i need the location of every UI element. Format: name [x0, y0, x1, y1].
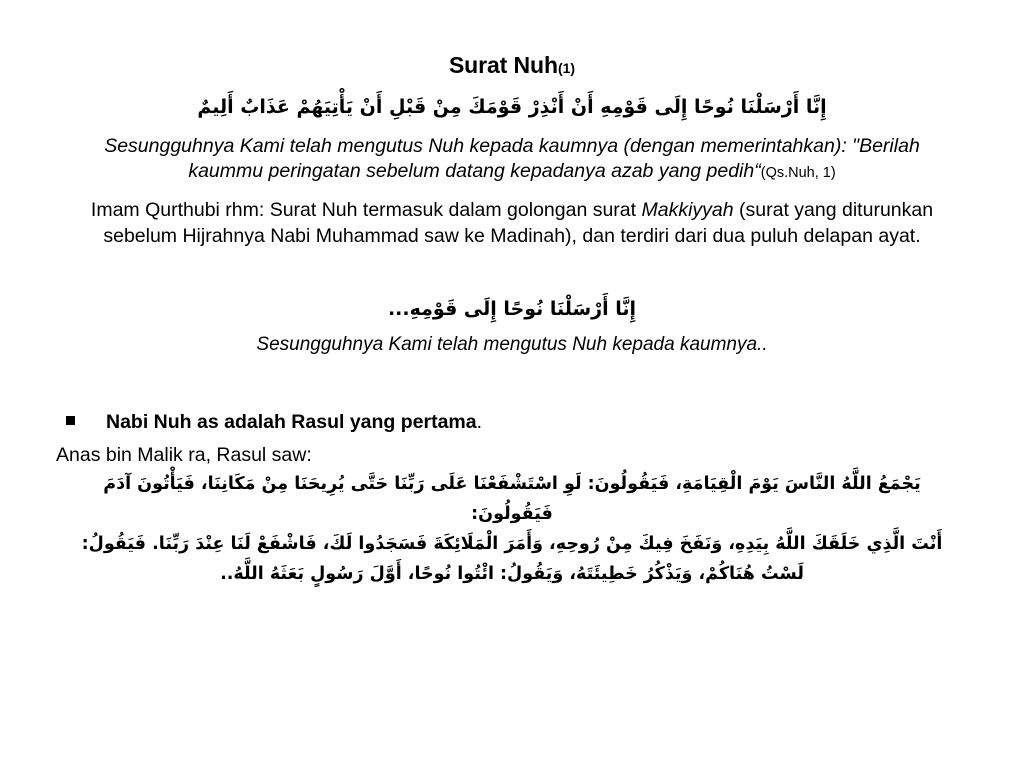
qurthubi-paragraph [56, 198, 968, 249]
arabic-hadith-line-2: أَنْتَ الَّذِي خَلَقَكَ اللَّهُ بِيَدِهِ، وَنَفَخَ فِيكَ مِنْ رُوحِهِ، وَأَمَرَ الْمَلَائِكَةَ فَسَجَدُوا لَكَ، فَاشْفَعْ لَنَا عِنْدَ رَبِّنَا. فَيَقُولُ: [81, 533, 943, 554]
spacer-after-short-verse [56, 358, 968, 388]
bullet-trailing-punctuation: . [476, 411, 483, 434]
qurthubi-part1: Imam Qurthubi rhm: Surat Nuh termasuk dalam golongan surat [90, 199, 642, 222]
verse-main-translation-text: Sesungguhnya Kami telah mengutus Nuh kepada kaumnya (dengan memerintahkan): "Berilah kaummu peringatan sebelum datang kepadanya azab yang pedih“ [104, 134, 920, 182]
bullet-bold-text: Nabi Nuh as adalah Rasul yang pertama [106, 411, 477, 434]
arabic-verse-short: إِنَّا أَرْسَلْنَا نُوحًا إِلَى قَوْمِهِ... [387, 297, 637, 320]
qurthubi-part2: (surat yang diturunkan sebelum Hijrahnya Nabi Muhammad saw ke Madinah), dan terdiri dari dua puluh delapan ayat. [103, 199, 934, 247]
page-title [56, 52, 968, 79]
arabic-hadith-line-1: يَجْمَعُ اللَّهُ النَّاسَ يَوْمَ الْقِيَامَةِ، فَيَقُولُونَ: لَوِ اسْتَشْفَعْنَا عَلَى رَبِّنَا حَتَّى يُرِيحَنَا مِنْ مَكَانِنَا، فَيَأْتُونَ آدَمَ فَيَقُولُونَ: [103, 473, 921, 524]
verse-main-reference: (Qs.Nuh, 1) [760, 164, 836, 181]
qurthubi-italic-term: Makkiyyah [641, 199, 734, 222]
square-bullet-icon [66, 416, 75, 425]
title-main-text: Surat Nuh [448, 52, 558, 78]
verse-short-translation: Sesungguhnya Kami telah mengutus Nuh kepada kaumnya.. [256, 334, 768, 356]
list-item [56, 410, 968, 435]
verse-main-translation-block [56, 134, 968, 185]
arabic-hadith-line-3: لَسْتُ هُنَاكُمْ، وَيَذْكُرُ خَطِيئَتَهُ، وَيَقُولُ: ائْتُوا نُوحًا، أَوَّلَ رَسُولٍ بَعَثَهُ اللَّهُ.. [220, 564, 804, 585]
spacer-before-bullet [56, 388, 968, 404]
bullet-item-label [106, 410, 482, 435]
narrator-line: Anas bin Malik ra, Rasul saw: [56, 444, 312, 467]
title-number-text: (1) [557, 60, 576, 76]
arabic-hadith-block [56, 469, 968, 589]
arabic-verse-main: إِنَّا أَرْسَلْنَا نُوحًا إِلَى قَوْمِهِ أَنْ أَنْذِرْ قَوْمَكَ مِنْ قَبْلِ أَنْ يَأْتِيَهُمْ عَذَابٌ أَلِيمٌ [197, 96, 827, 118]
spacer-after-qurthubi [56, 249, 968, 295]
